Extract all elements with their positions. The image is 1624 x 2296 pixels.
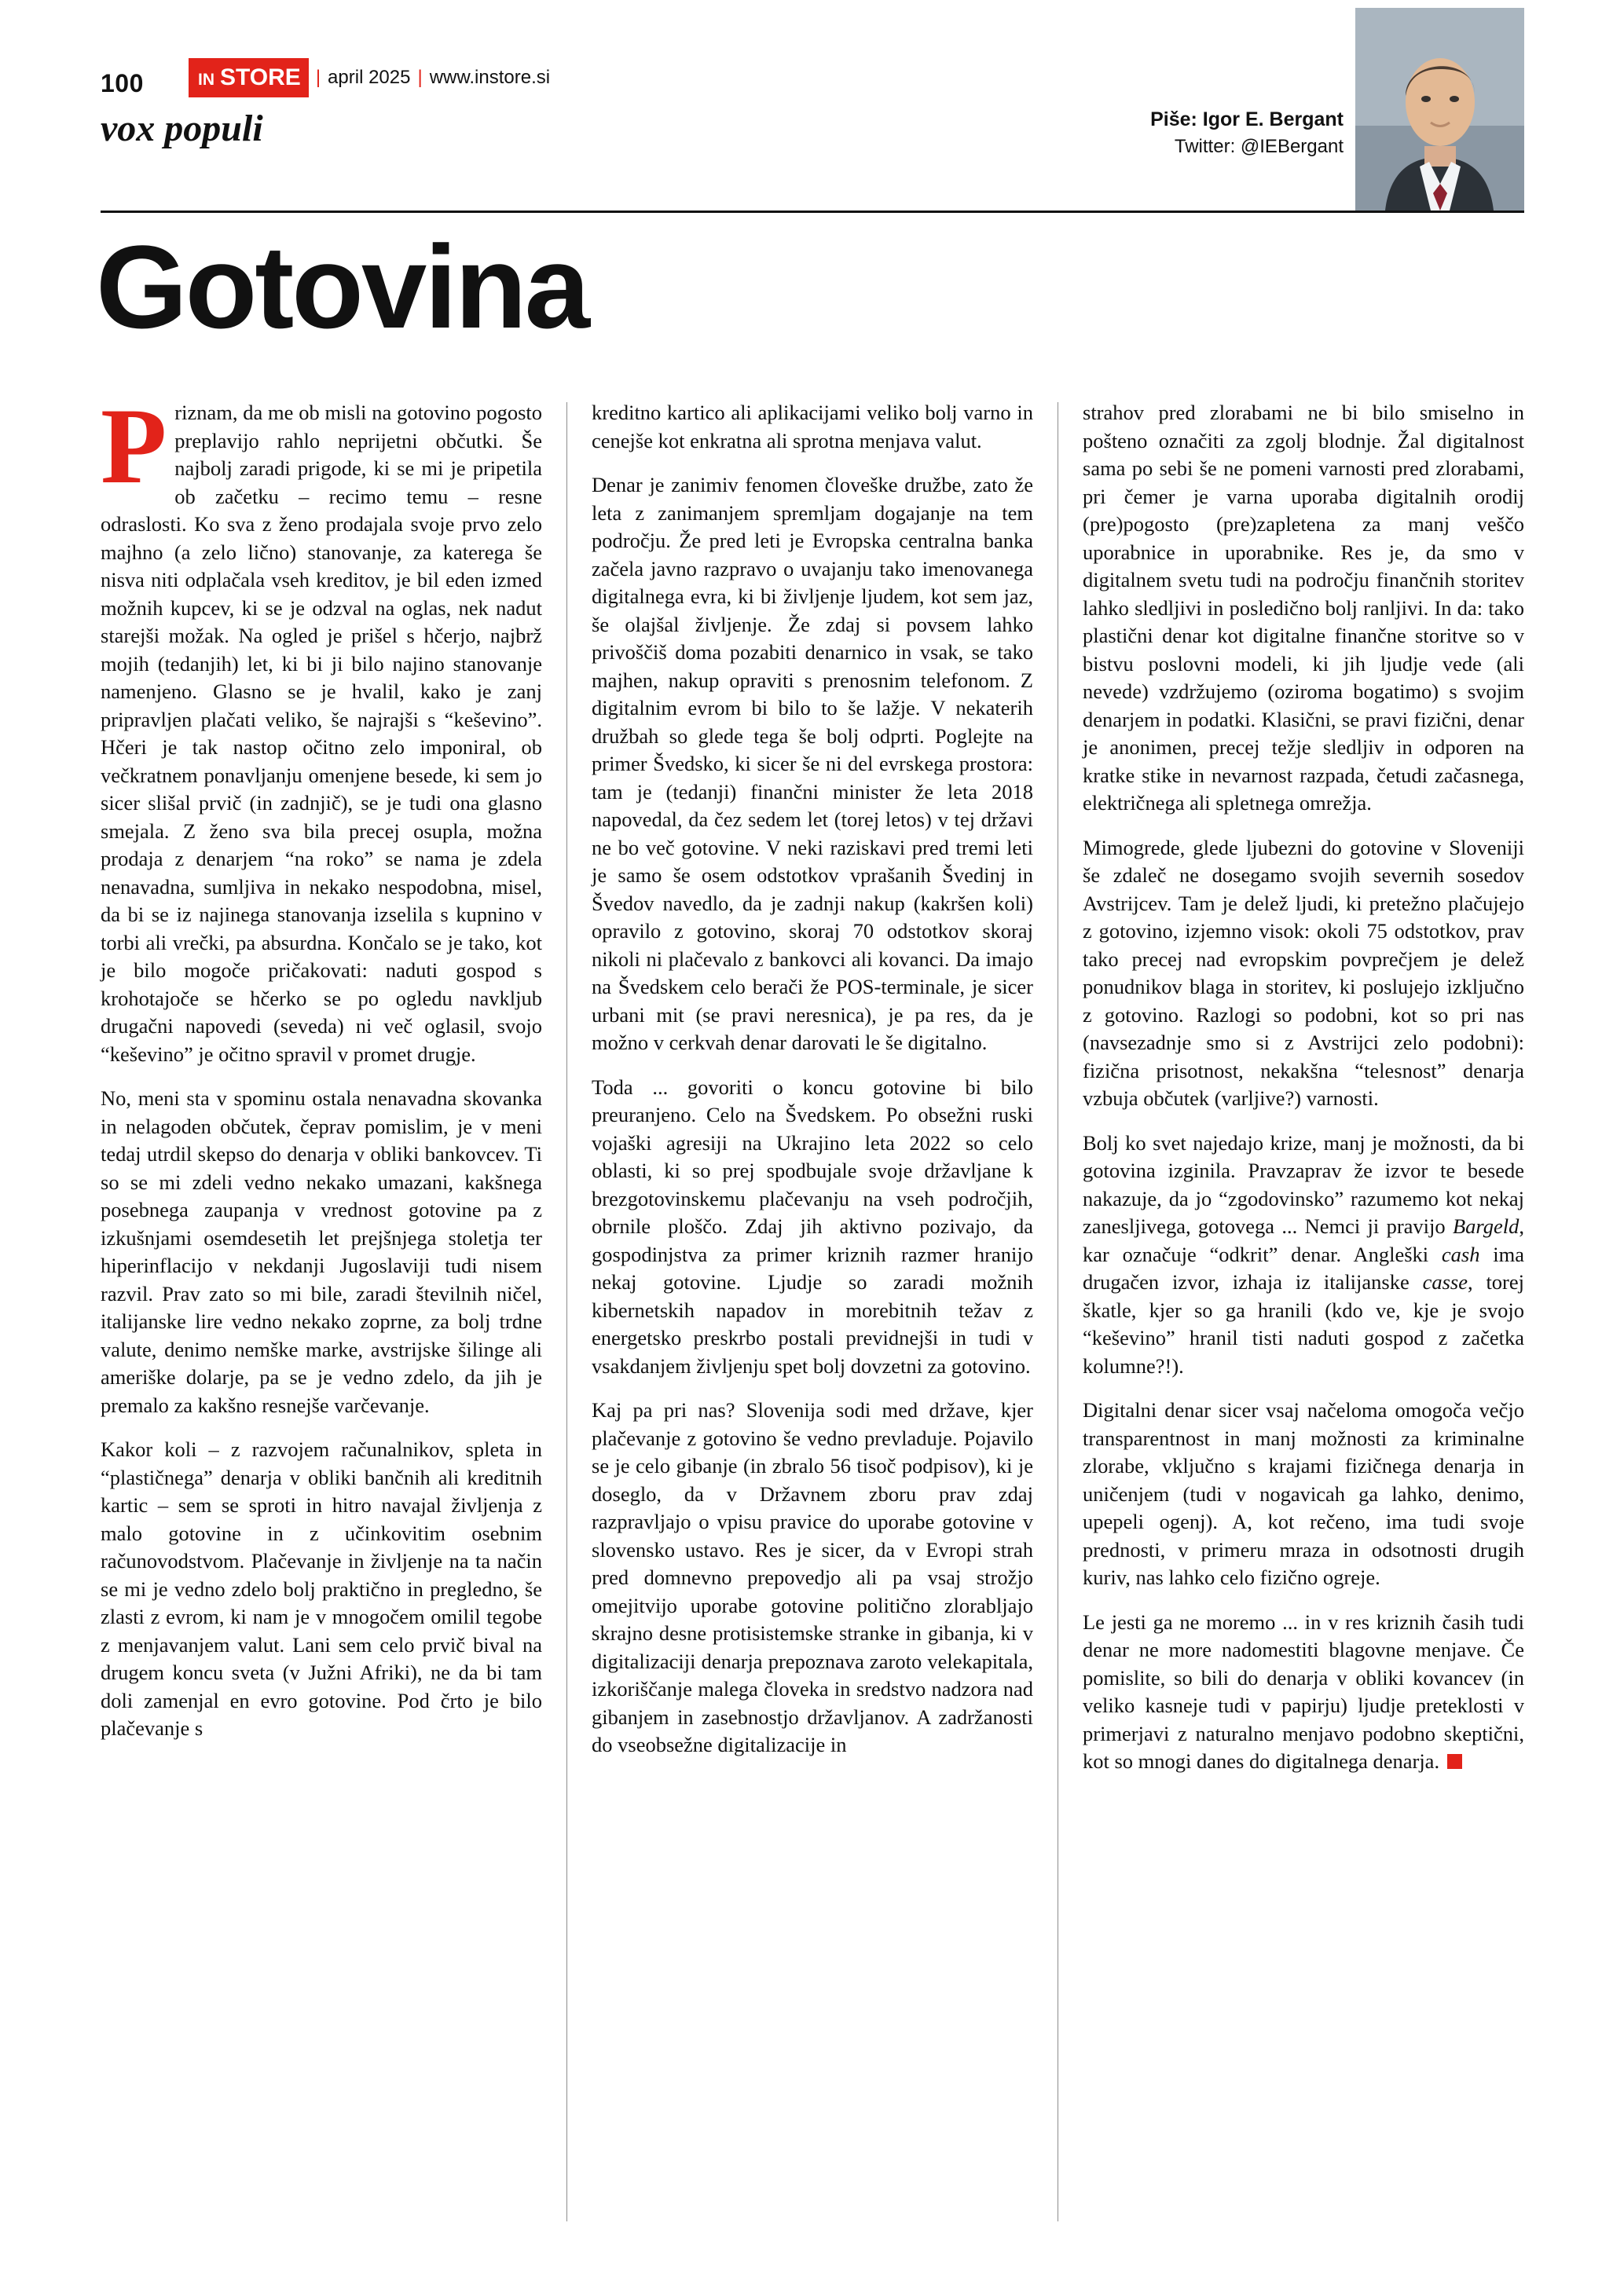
column-1 bbox=[101, 386, 542, 2221]
page-title: Gotovina bbox=[96, 221, 588, 353]
author-photo bbox=[1355, 8, 1524, 211]
byline bbox=[1150, 108, 1344, 158]
header-rule bbox=[101, 211, 1524, 213]
end-mark bbox=[1447, 1754, 1462, 1769]
paragraph: Bolj ko svet najedajo krize, manj je možnosti, da bi gotovina izginila. Pravzaprav že izvor te besede nakazuje, da jo “zgodovinsko” razumemo kot nekaj zanesljivega, gotovega ... Nemci ji pravijo Bargeld, kar označuje “odkrit” denar. Angleški cash ima drugačen izvor, izhaja iz italijanske casse, torej škatle, kjer so ga hranili (kdo ve, kje je svojo “keševino” hranil tisti naduti gospod z začetka kolumne?!). bbox=[1083, 1130, 1525, 1378]
paragraph: No, meni sta v spominu ostala nenavadna skovanka in nelagoden občutek, čeprav pomislim, je v meni tedaj utrdil skepso do denarja v obliki bankovcev. Ti so se mi zdeli vedno nekako umazani, kakšnega posebnega zaupanja v vrednost gotovine pa z izkušnjami osemdesetih let prejšnjega stoletja ter hiperinflacijo v nekdanji Jugoslaviji tudi nisem razvil. Prav zato so mi bile, zaradi številnih ničel, italijanske lire vedno nekako zoprne, za bolj trdne valute, denimo nemške marke, avstrijske šilinge ali ameriške dolarje, pa se je vedno zdelo, da jih je premalo za kakšno resnejše varčevanje. bbox=[101, 1086, 542, 1417]
folio-number: 100 bbox=[101, 69, 144, 97]
paragraph: Kakor koli – z razvojem računalnikov, spleta in “plastičnega” denarja v obliki bančnih ali kreditnih kartic – sem se sproti in hitro navajal življenja z malo gotovine in z učinkovitim osebnim računovodstvom. Plačevanje in življenje na ta način se mi je vedno zdelo bolj praktično in pregledno, še zlasti z evrom, ki nam je v mnogočem omilil tegobe z menjavanjem valut. Lani sem celo prvič bival na drugem koncu sveta (v Južni Afriki), ne da bi tam doli zamenjal en evro gotovine. Pod črto je bilo plačevanje s bbox=[101, 1437, 542, 1740]
logo-store: STORE bbox=[220, 64, 301, 90]
drop-cap: P bbox=[101, 386, 167, 506]
paragraph bbox=[101, 386, 542, 1068]
paragraph: strahov pred zlorabami ne bi bilo smiselno in pošteno označiti za zgolj blodnje. Žal digitalnost sama po sebi še ne pomeni varnosti pred zlorabami, pri čemer je varna uporaba digitalnih orodij (pre)pogosto (pre)zapletena za manj veščo uporabnice in uporabnike. Res je, da smo v digitalnem svetu tudi na področju finančnih storitev lahko sledljivi in posledično bolj ranljivi. In da: tako plastični denar kot digitalne finančne storitve so v bistvu poslovni modeli, ki jih ljudje vede (ali nevede) vzdržujemo (oziroma bogatimo) s svojim denarjem in podatki. Klasični, se pravi fizični, denar je anonimen, precej težje sledljiv in odporen na kratke stike in nevarnost razpada, četudi začasnega, električnega ali spletnega omrežja. bbox=[1083, 401, 1524, 815]
masthead bbox=[189, 53, 550, 102]
masthead-separator-1: | bbox=[315, 67, 321, 88]
logo-in: IN bbox=[198, 71, 214, 89]
author-twitter: Twitter: @IEBergant bbox=[1174, 136, 1344, 157]
paragraph: Digitalni denar sicer vsaj načeloma omogoča večjo transparentnost in manj možnosti za kriminalne zlorabe, vključno s krajami fizičnega denarja in uničenjem (tudi v nogavicah ga lahko, denimo, upepeli ogenj). A, kot rečeno, ima tudi svoje prednosti, v primeru mraza in odsotnosti drugih kuriv, nas lahko celo fizično ogreje. bbox=[1083, 1398, 1524, 1589]
paragraph-last bbox=[1083, 1609, 1524, 1776]
issue-date: april 2025 bbox=[328, 67, 411, 88]
paragraph: Kaj pa pri nas? Slovenija sodi med države, kjer plačevanje z gotovino še vedno prevladuje. Pojavilo se je celo gibanje (in zbralo 56 tisoč podpisov), ki je doseglo, da v Državnem zboru prav zdaj razpravljajo o vpisu pravice do uporabe gotovine v slovensko ustavo. Res je sicer, da v Evropi strah pred domnevno prepovedjo ali pa vsaj strožjo omejitvijo uporabe gotovine politično zlorabljajo skrajno desne protisistemske stranke in gibanja, ki v digitalizaciji denarja prepoznava zaroto velekapitala, izkoriščanje malega človeka in sredstvo nadzora nad gibanjem in zasebnostjo državljanov. A zadržanosti do vseobsežne digitalizacije in bbox=[592, 1398, 1033, 1756]
paragraph: Toda ... govoriti o koncu gotovine bi bilo preuranjeno. Celo na Švedskem. Po obsežni ruski vojaški agresiji na Ukrajino leta 2022 so celo oblasti, ki so prej spodbujale svoje državljane k brezgotovinskemu plačevanju na vseh področjih, obrnile ploščo. Zdaj jih aktivno pozivajo, da gospodinjstva za primer kriznih razmer hranijo nekaj gotovine. Ljudje so zaradi možnih kibernetskih napadov in morebitnih težav z energetsko preskrbo postali previdnejši in tudi v vsakdanjem življenju spet bolj dovzetni za gotovino. bbox=[592, 1075, 1033, 1378]
paragraph-text: Le jesti ga ne moremo ... in v res kriznih časih tudi denar ne more nadomestiti blagovne menjave. Če pomislite, so bili do denarja v obliki kovancev (in veliko kasneje tudi v papirju) ljudje preteklosti v primerjavi z naturalno menjavo podobno skeptični, kot so mnogi danes do digitalnega denarja. bbox=[1083, 1609, 1524, 1773]
paragraph: Mimogrede, glede ljubezni do gotovine v Sloveniji še zdaleč ne dosegamo svojih severnih sosedov Avstrijcev. Tam je delež ljudi, ki pretežno plačujejo z gotovino, izjemno visok: okoli 75 odstotkov, prav tako precej nad evropskim povprečjem je delež ponudnikov blaga in storitev, ki poslujejo izključno z gotovino. Razlogi so podobni, kot so pri nas (navsezadnje smo si z Avstrijci zelo podobni): fizična prisotnost, nekakšna “telesnost” denarja vzbuja občutek (varljive?) varnosti. bbox=[1083, 835, 1524, 1110]
column-2 bbox=[592, 399, 1033, 2221]
paragraph-text: riznam, da me ob misli na gotovino pogosto preplavijo rahlo neprijetni občutki. Še najbolj zaradi prigode, ki se mi je pripetila ob začetku – recimo temu – resne odraslosti. Ko sva z ženo prodajala svoje prvo zelo majhno (a zelo lično) stanovanje, za katerega še nisva niti odplačala vseh kreditov, je bil eden izmed možnih kupcev, ki se je odzval na oglas, nek nadut starejši možak. Na ogled je prišel s hčerjo, najbrž mojih (tedanjih) let, ki bi ji bilo najino stanovanje namenjeno. Glasno se je hvalil, kako je zanj pripravljen plačati veliko, še najrajši s “keševino”. Hčeri je tak nastop očitno zelo imponiral, ob večkratnem ponavljanju omenjene besede, ki sem jo sicer slišal prvič (in zadnjič), se je tudi ona glasno smejala. Z ženo sva bila precej osupla, možna prodaja z denarjem “na roko” se nama je zdela nenavadna, sumljiva in nekako nespodobna, misel, da bi se iz najinega stanovanja izselila s kupnino v torbi ali vrečki, pa absurdna. Končalo se je tako, kot je bilo mogoče pričakovati: naduti gospod s krohotajoče se hčerko se po ogledu navkljub drugačni napovedi (seveda) ni več oglasil, svojo “keševino” je očitno spravil v promet drugje. bbox=[101, 401, 542, 1066]
paragraph: kreditno kartico ali aplikacijami veliko bolj varno in cenejše kot enkratna ali sprotna menjava valut. bbox=[592, 401, 1033, 452]
website-url: www.instore.si bbox=[429, 67, 551, 88]
instore-logo bbox=[189, 58, 309, 97]
column-divider-2 bbox=[1033, 399, 1083, 2221]
paragraph: Denar je zanimiv fenomen človeške družbe, zato že leta z zanimanjem spremljam dogajanje na tem področju. Že pred leti je Evropska centralna banka začela javno razpravo o uvajanju tako imenovanega digitalnega evra, ki bi življenje ljudem, kot sem jaz, še olajšal življenje. Že zdaj si povsem lahko privoščiš doma pozabiti denarnico in vsak, se tako majhen, nakup opraviti s prenosnim telefonom. Z digitalnim evrom bi bilo to še lažje. V nekaterih družbah so glede tega še bolj odprti. Poglejte na primer Švedsko, ki sicer še ni del evrskega prostora: tam je (tedanji) finančni minister že leta 2018 napovedal, da čez sedem let (torej letos) v tej državi ne bo več gotovine. V neki raziskavi pred tremi leti je samo še osem odstotkov vprašanih Švedinj in Švedov navedlo, da je zadnji nakup (kakršen koli) opravilo z gotovino, skoraj 70 odstotkov skoraj nikoli ni plačevalo z bankovci ali kovanci. Da imajo na Švedskem celo berači že POS-terminale, je sicer urbani mit (se pravi neresnica), je pa res, da je možno v cerkvah denar darovati le še digitalno. bbox=[592, 473, 1033, 1054]
column-divider-1 bbox=[542, 399, 592, 2221]
page-header bbox=[101, 46, 1524, 203]
masthead-separator-2: | bbox=[417, 67, 423, 88]
section-title: vox populi bbox=[101, 108, 263, 149]
column-3 bbox=[1083, 399, 1524, 2221]
author-name: Piše: Igor E. Bergant bbox=[1150, 108, 1344, 130]
article-body bbox=[101, 386, 1525, 2221]
